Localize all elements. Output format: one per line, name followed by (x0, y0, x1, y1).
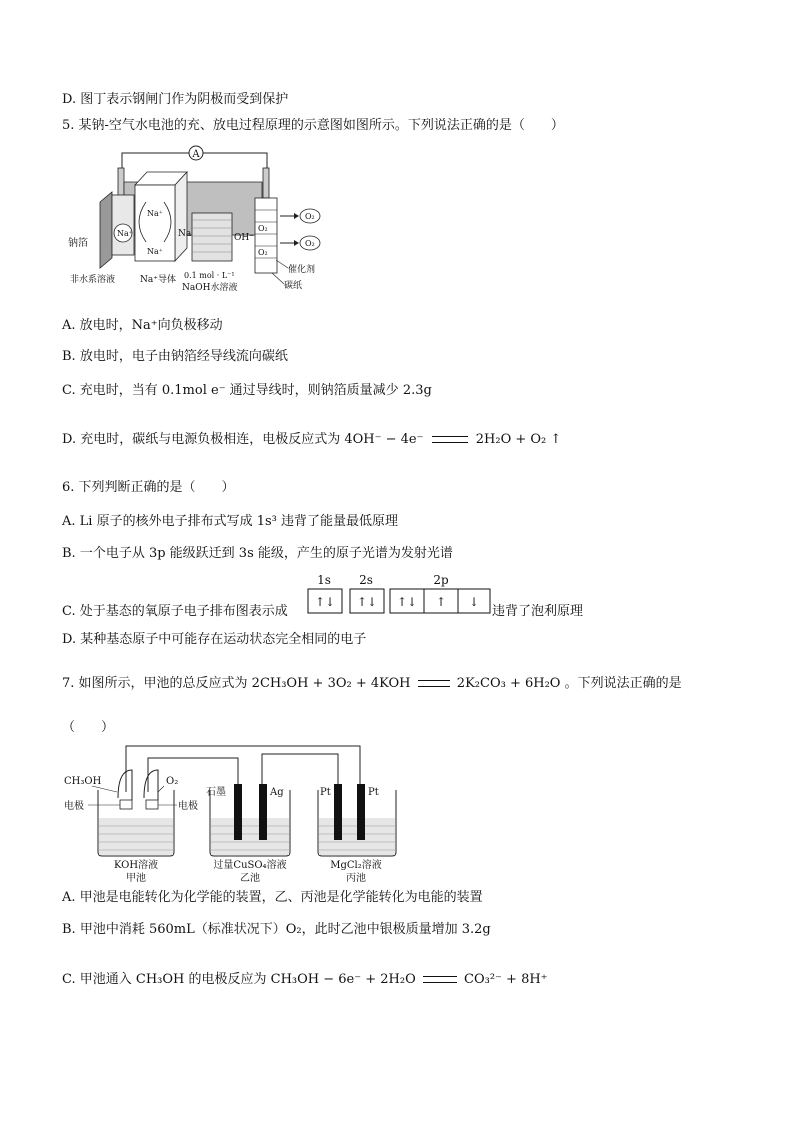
q6-option-c-suffix: 违背了泡利原理 (492, 604, 584, 619)
pt-right-label: Pt (368, 787, 379, 798)
sodium-foil-label: 钠箔 (68, 238, 88, 249)
koh-label: KOH溶液 (113, 860, 159, 871)
q5-option-d-suffix: 2H₂O + O₂ ↑ (475, 432, 562, 447)
q5-stem: 5. 某钠-空气水电池的充、放电过程原理的示意图如图所示。下列说法正确的是（ ） (62, 118, 564, 133)
q7-option-c-prefix: C. 甲池通入 CH₃OH 的电极反应为 CH₃OH − 6e⁻ + 2H₂O (62, 972, 416, 987)
bing-label: 丙池 (346, 873, 366, 884)
q4-option-d: D. 图丁表示钢闸门作为阴极而受到保护 (62, 92, 289, 107)
q7-option-b: B. 甲池中消耗 560mL（标准状况下）O₂，此时乙池中银极质量增加 3.2g (62, 922, 491, 937)
equals-sign (418, 680, 450, 687)
q6-option-c (62, 602, 288, 622)
orbital-label-1s: 1s (317, 573, 331, 587)
electrode-right-label: 电极 (178, 801, 198, 812)
orbital-2p1-spins: ↑↓ (396, 595, 418, 609)
equals-sign (432, 436, 468, 443)
naoh-label: NaOH水溶液 (182, 283, 238, 293)
q6-stem: 6. 下列判断正确的是（ ） (62, 480, 235, 495)
o2-out-a: O₂ (305, 212, 315, 221)
na-plus-top: Na⁺ (147, 209, 163, 218)
q5-option-d-prefix: D. 充电时，碳纸与电源负极相连，电极反应式为 4OH⁻ − 4e⁻ (62, 432, 424, 447)
pt-left-label: Pt (320, 787, 331, 798)
q7-stem (62, 674, 682, 694)
yi-label: 乙池 (240, 873, 260, 884)
jia-label: 甲池 (126, 873, 146, 884)
carbon-paper-label: 碳纸 (284, 281, 303, 291)
q6-option-a: A. Li 原子的核外电子排布式写成 1s³ 违背了能量最低原理 (62, 514, 398, 529)
orbital-2p2-spins: ↑ (435, 595, 447, 609)
na-label: Na (178, 229, 192, 239)
na-plus-circle: Na⁺ (117, 229, 133, 238)
q7-cells-figure (62, 740, 402, 886)
orbital-2p3-spins: ↓ (468, 595, 480, 609)
q6-option-c-prefix: C. 处于基态的氧原子电子排布图表示成 (62, 604, 288, 619)
orbital-label-2s: 2s (359, 573, 373, 587)
cuso4-label: 过量CuSO₄溶液 (213, 860, 287, 871)
equals-sign (423, 976, 457, 983)
electrode-left-label: 电极 (64, 801, 84, 812)
o2-in-a: O₂ (258, 224, 268, 233)
q5-option-a: A. 放电时，Na⁺向负极移动 (62, 318, 223, 333)
o2-in-b: O₂ (258, 248, 268, 257)
na-plus-bottom: Na⁺ (147, 247, 163, 256)
q5-battery-figure (62, 140, 332, 295)
q7-stem-suffix: 2K₂CO₃ + 6H₂O 。下列说法正确的是 (456, 676, 682, 691)
o2-label: O₂ (166, 776, 179, 787)
q5-option-d (62, 430, 561, 450)
orbital-diagram (306, 572, 492, 616)
q7-paren: （ ） (62, 720, 115, 735)
orbital-1s-spins: ↑↓ (314, 595, 336, 609)
q7-option-c (62, 970, 548, 990)
graphite-label: 石墨 (206, 787, 226, 798)
q7-option-a: A. 甲池是电能转化为化学能的装置，乙、丙池是化学能转化为电能的装置 (62, 890, 483, 905)
ammeter-label: A (192, 149, 200, 160)
q6-option-b: B. 一个电子从 3p 能级跃迁到 3s 能级，产生的原子光谱为发射光谱 (62, 546, 453, 561)
q5-option-b: B. 放电时，电子由钠箔经导线流向碳纸 (62, 349, 288, 364)
non-aqueous-label: 非水系溶液 (70, 275, 116, 285)
na-conductor-label: Na⁺导体 (140, 275, 176, 285)
oh-label: OH⁻ (234, 233, 254, 243)
mgcl2-label: MgCl₂溶液 (330, 860, 382, 871)
ch3oh-label: CH₃OH (64, 776, 102, 787)
o2-out-b: O₂ (305, 239, 315, 248)
q7-stem-prefix: 7. 如图所示，甲池的总反应式为 2CH₃OH + 3O₂ + 4KOH (62, 676, 411, 691)
q6-option-d: D. 某种基态原子中可能存在运动状态完全相同的电子 (62, 632, 367, 647)
orbital-2s-spins: ↑↓ (356, 595, 378, 609)
ag-label: Ag (270, 787, 284, 798)
catalyst-label: 催化剂 (288, 265, 316, 275)
q5-option-c: C. 充电时，当有 0.1mol e⁻ 通过导线时，则钠箔质量减少 2.3g (62, 383, 432, 398)
concentration-label: 0.1 mol · L⁻¹ (184, 271, 235, 280)
orbital-label-2p: 2p (433, 573, 449, 587)
q7-option-c-suffix: CO₃²⁻ + 8H⁺ (464, 972, 548, 987)
